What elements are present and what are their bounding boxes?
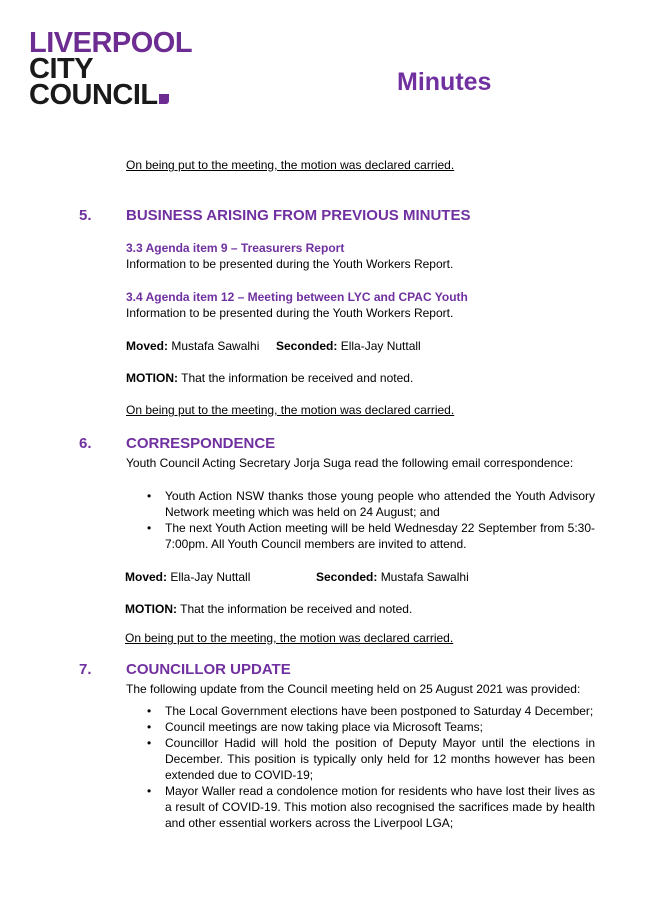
section5-item2-title: 3.4 Agenda item 12 – Meeting between LYC and CPAC Youth (126, 290, 468, 304)
list-item: • Council meetings are now taking place via Microsoft Teams; (147, 720, 483, 734)
list-item: • Youth Action NSW thanks those young people who attended the Youth Advisory Network meeting which was held on 24 August; and (147, 489, 595, 519)
section7-bullet-list (143, 703, 595, 831)
bullet-icon: • (147, 720, 152, 734)
moved-name: Mustafa Sawalhi (171, 339, 260, 353)
bullet-icon: • (147, 489, 152, 503)
list-item: • Councillor Hadid will hold the position of Deputy Mayor until the elections in December. This position is typically only held for 12 months however has been extended due to COVID-19; (147, 736, 595, 782)
logo-line-liverpool: LIVERPOOL (29, 27, 193, 59)
motion-text: That the information be received and noted. (181, 371, 414, 385)
moved-label: Moved: (126, 339, 168, 353)
section6-carried-text: On being put to the meeting, the motion was declared carried. (125, 631, 454, 645)
section5-carried-text: On being put to the meeting, the motion was declared carried. (126, 403, 455, 417)
section5-moved-line (126, 339, 259, 354)
liverpool-city-council-logo (29, 27, 193, 111)
moved-name: Ella-Jay Nuttall (170, 570, 251, 584)
bullet-icon: • (147, 736, 152, 750)
section6-motion (125, 602, 412, 617)
section5-item1-text: Information to be presented during the Youth Workers Report. (126, 257, 454, 271)
section7-intro: The following update from the Council meeting held on 25 August 2021 was provided: (126, 682, 581, 696)
seconded-label: Seconded: (276, 339, 338, 353)
logo-line-city: CITY (29, 53, 94, 85)
section6-number: 6. (79, 435, 92, 452)
seconded-name: Ella-Jay Nuttall (340, 339, 421, 353)
logo-accent-shape (159, 94, 169, 104)
section5-number: 5. (79, 207, 92, 224)
section7-heading: COUNCILLOR UPDATE (126, 661, 291, 678)
document-title: Minutes (397, 68, 492, 96)
section6-heading: CORRESPONDENCE (126, 435, 276, 452)
top-carried-text: On being put to the meeting, the motion was declared carried. (126, 158, 455, 172)
seconded-name: Mustafa Sawalhi (380, 570, 469, 584)
section6-bullet-list (143, 488, 595, 552)
section5-item2-text: Information to be presented during the Youth Workers Report. (126, 306, 454, 320)
section5-item1-title: 3.3 Agenda item 9 – Treasurers Report (126, 241, 345, 255)
bullet-icon: • (147, 521, 152, 535)
motion-text: That the information be received and noted. (180, 602, 413, 616)
list-item: • The next Youth Action meeting will be held Wednesday 22 September from 5:30-7:00pm. All Youth Council members are invited to attend. (147, 521, 595, 551)
bullet-icon: • (147, 704, 152, 718)
logo-council-text: COUNCIL (29, 79, 158, 111)
section7-number: 7. (79, 661, 92, 678)
motion-label: MOTION: (125, 602, 177, 616)
seconded-label: Seconded: (316, 570, 378, 584)
list-item: • The Local Government elections have been postponed to Saturday 4 December; (147, 704, 594, 718)
section6-seconded-line (316, 570, 469, 585)
section5-seconded-line (276, 339, 421, 354)
bullet-icon: • (147, 784, 152, 798)
motion-label: MOTION: (126, 371, 178, 385)
list-item: • Mayor Waller read a condolence motion for residents who have lost their lives as a result of COVID-19. This motion also recognised the sacrifices made by health and other essential workers across the Liverpool LGA; (147, 784, 595, 830)
moved-label: Moved: (125, 570, 167, 584)
logo-line-council (29, 79, 192, 111)
section6-moved-line (125, 570, 250, 585)
section5-motion (126, 371, 413, 386)
section5-heading: BUSINESS ARISING FROM PREVIOUS MINUTES (126, 207, 471, 224)
section6-intro: Youth Council Acting Secretary Jorja Suga read the following email correspondence: (126, 456, 574, 470)
